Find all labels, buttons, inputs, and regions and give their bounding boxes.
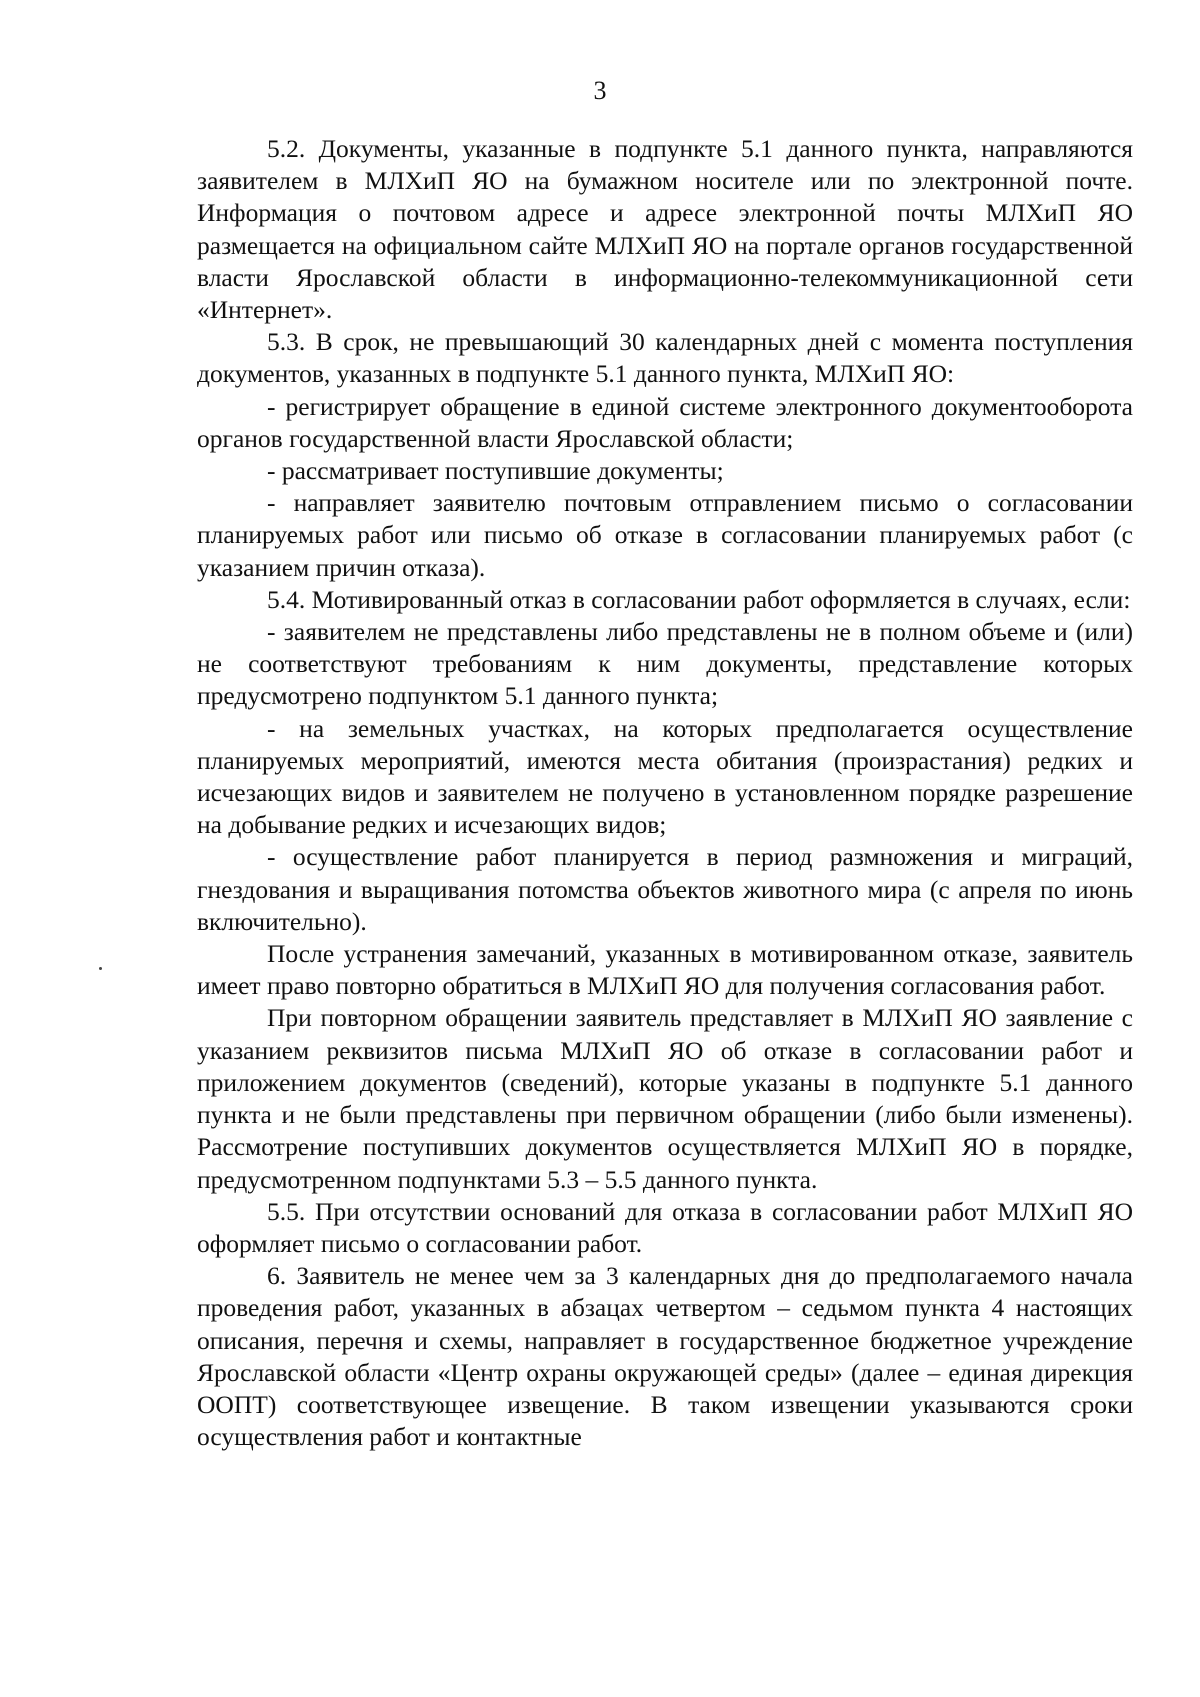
paragraph-5-3: 5.3. В срок, не превышающий 30 календарных дней с момента поступления документов, указанных в подпункте 5.1 данного пункта, МЛХиП ЯО: — [197, 327, 1133, 389]
paragraph-5-5: 5.5. При отсутствии оснований для отказа в согласовании работ МЛХиП ЯО оформляет письмо о согласовании работ. — [197, 1196, 1133, 1258]
paragraph-repeat-application: При повторном обращении заявитель представляет в МЛХиП ЯО заявление с указанием реквизитов письма МЛХиП ЯО об отказе в согласовании работ и приложением документов (сведений), которые указаны в подпункте 5.1 данного пункта и не были представлены при первичном обращении (либо были изменены). Рассмотрение поступивших документов осуществляется МЛХиП ЯО в порядке, предусмотренном подпунктами 5.3 – 5.5 данного пункта. — [197, 1003, 1133, 1194]
document-body — [197, 133, 1133, 1453]
list-item-reviews: - рассматривает поступившие документы; — [267, 456, 724, 486]
scan-speck — [99, 967, 102, 970]
list-item-registers: - регистрирует обращение в единой системе электронного документооборота органов государственной власти Ярославской области; — [197, 391, 1133, 453]
list-item-rare-species: - на земельных участках, на которых предполагается осуществление планируемых мероприятий, имеются места обитания (произрастания) редких и исчезающих видов и заявителем не получено в установленном порядке разрешение на добывание редких и исчезающих видов; — [197, 713, 1133, 840]
paragraph-after-corrections: После устранения замечаний, указанных в мотивированном отказе, заявитель имеет право повторно обратиться в МЛХиП ЯО для получения согласования работ. — [197, 939, 1133, 1001]
paragraph-5-4: 5.4. Мотивированный отказ в согласовании работ оформляется в случаях, если: — [267, 584, 1131, 614]
page-number: 3 — [593, 76, 607, 105]
list-item-documents-missing: - заявителем не представлены либо представлены не в полном объеме и (или) не соответствуют требованиям к ним документы, представление которых предусмотрено подпунктом 5.1 данного пункта; — [197, 617, 1133, 711]
paragraph-5-2: 5.2. Документы, указанные в подпункте 5.1 данного пункта, направляются заявителем в МЛХиП ЯО на бумажном носителе или по электронной почте. Информация о почтовом адресе и адресе электронной почты МЛХиП ЯО размещается на официальном сайте МЛХиП ЯО на портале органов государственной власти Ярославской области в информационно-телекоммуникационной сети «Интернет». — [197, 134, 1133, 325]
paragraph-6: 6. Заявитель не менее чем за 3 календарных дня до предполагаемого начала проведения работ, указанных в абзацах четвертом – седьмом пункта 4 настоящих описания, перечня и схемы, направляет в государственное бюджетное учреждение Ярославской области «Центр охраны окружающей среды» (далее – единая дирекция ООПТ) соответствующее извещение. В таком извещении указываются сроки осуществления работ и контактные — [197, 1261, 1133, 1452]
list-item-breeding-period: - осуществление работ планируется в период размножения и миграций, гнездования и выращивания потомства объектов животного мира (с апреля по июнь включительно). — [197, 842, 1133, 936]
list-item-sends-letter: - направляет заявителю почтовым отправлением письмо о согласовании планируемых работ или письмо об отказе в согласовании планируемых работ (с указанием причин отказа). — [197, 488, 1133, 582]
